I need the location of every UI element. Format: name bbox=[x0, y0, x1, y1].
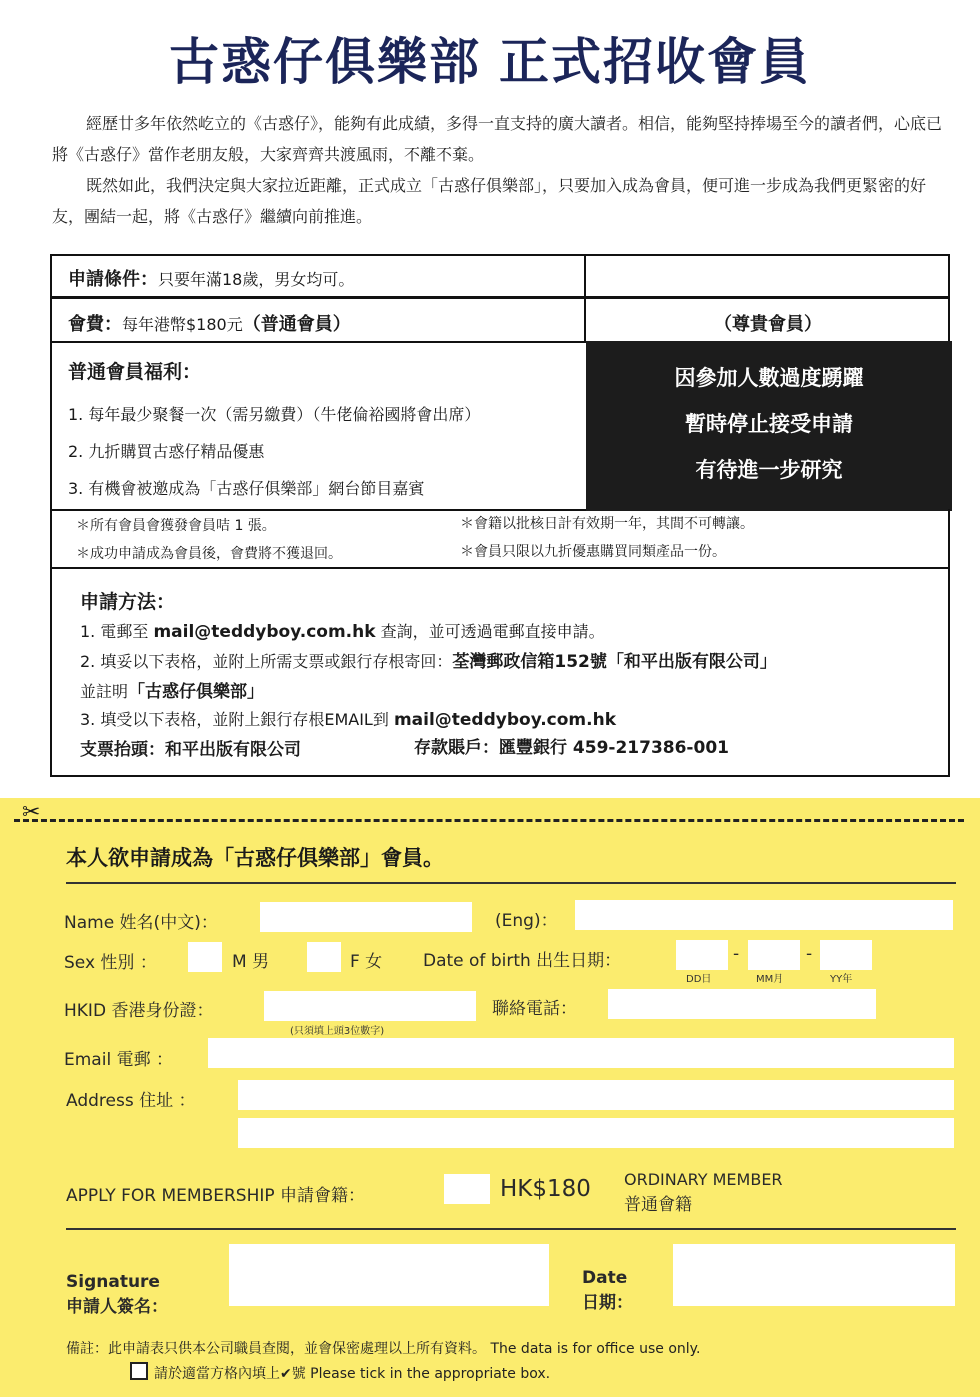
conditions-label: 申請條件： bbox=[68, 269, 158, 290]
hkid-label: HKID 香港身份證： bbox=[64, 1001, 214, 1021]
benefit-item: 3. 有機會被邀成為「古惑仔俱樂部」網台節目嘉賓 bbox=[68, 479, 425, 498]
sex-male-checkbox[interactable] bbox=[188, 942, 222, 972]
form-divider bbox=[66, 1228, 956, 1230]
dob-month-caption: MM月 bbox=[756, 974, 784, 985]
fee-label: 會費： bbox=[68, 314, 122, 335]
apply-method-2-note bbox=[80, 677, 264, 702]
fee-text: 每年港幣$180元 bbox=[122, 315, 243, 334]
benefit-item: 2. 九折購買古惑仔精品優惠 bbox=[68, 442, 265, 461]
date-label-zh: 日期： bbox=[582, 1293, 633, 1313]
title-club: 古惑仔俱樂部 bbox=[169, 33, 481, 91]
dob-day-caption: DD日 bbox=[686, 974, 712, 985]
note-item: ＊成功申請成為會員後，會費將不獲退回。 bbox=[76, 546, 342, 562]
dob-separator: - bbox=[806, 944, 813, 964]
apply-method-3 bbox=[80, 707, 616, 730]
method3-prefix: 3. 填受以下表格，並附上銀行存根EMAIL到 bbox=[80, 710, 394, 729]
premium-notice-line: 因參加人數過度踴躍 bbox=[674, 366, 864, 390]
note-item: ＊會籍以批核日計有效期一年，其間不可轉讓。 bbox=[460, 516, 754, 532]
form-heading: 本人欲申請成為「古惑仔俱樂部」會員。 bbox=[66, 846, 444, 870]
address-input-line-1[interactable] bbox=[238, 1080, 954, 1110]
method1-prefix: 1. 電郵至 bbox=[80, 622, 154, 641]
title-recruit: 正式招收會員 bbox=[499, 33, 811, 91]
dob-day-input[interactable] bbox=[676, 940, 728, 970]
name-chinese-input[interactable] bbox=[260, 902, 472, 932]
notes-row bbox=[50, 509, 950, 569]
membership-label: APPLY FOR MEMBERSHIP 申請會籍： bbox=[66, 1186, 366, 1206]
sex-label: Sex 性別 ： bbox=[64, 953, 157, 973]
method2-note-prefix: 並註明 bbox=[80, 682, 129, 701]
conditions-text: 只要年滿18歲，男女均可。 bbox=[158, 270, 355, 289]
email-label: Email 電郵 ： bbox=[64, 1050, 173, 1070]
tick-sample-box bbox=[130, 1362, 148, 1380]
benefits-list bbox=[68, 357, 480, 507]
intro-text bbox=[52, 108, 952, 232]
submit-email-link[interactable]: mail@teddyboy.com.hk bbox=[393, 710, 617, 730]
intro-paragraph-1: 經歷廿多年依然屹立的《古惑仔》，能夠有此成績，多得一直支持的廣大讀者。相信，能夠堅持捧場至今的讀者們，心底已將《古惑仔》當作老朋友般，大家齊齊共渡風雨，不離不棄。 bbox=[52, 114, 943, 164]
premium-notice-line: 有待進一步研究 bbox=[695, 458, 843, 482]
dob-separator: - bbox=[733, 944, 740, 964]
apply-heading: 申請方法： bbox=[80, 591, 176, 613]
dob-month-input[interactable] bbox=[748, 940, 800, 970]
method1-suffix: 查詢，並可透過電郵直接申請。 bbox=[375, 622, 605, 641]
cheque-payee: 支票抬頭：和平出版有限公司 bbox=[80, 740, 301, 760]
sex-male-label: M 男 bbox=[232, 952, 270, 972]
benefit-item: 1. 每年最少聚餐一次（需另繳費）（牛佬倫裕國將會出席） bbox=[68, 405, 481, 424]
contact-email-link[interactable]: mail@teddyboy.com.hk bbox=[153, 622, 376, 642]
hkid-note: (只須填上頭3位數字) bbox=[290, 1026, 385, 1037]
address-label: Address 住址 ： bbox=[66, 1091, 196, 1111]
signature-label-zh: 申請人簽名： bbox=[66, 1297, 168, 1317]
signature-label: Signature bbox=[66, 1272, 160, 1292]
date-label: Date bbox=[582, 1268, 628, 1288]
phone-input[interactable] bbox=[608, 989, 876, 1019]
apply-methods bbox=[50, 567, 950, 777]
form-divider bbox=[66, 882, 956, 884]
conditions-row bbox=[50, 254, 950, 298]
apply-method-1 bbox=[80, 619, 605, 642]
date-box[interactable] bbox=[673, 1244, 955, 1306]
eng-name-label: (Eng)： bbox=[495, 911, 558, 931]
cut-line bbox=[14, 819, 964, 822]
intro-paragraph-2: 既然如此，我們決定與大家拉近距離，正式成立「古惑仔俱樂部」，只要加入成為會員，便可進一步成為我們更緊密的好友，團結一起，將《古惑仔》繼續向前推進。 bbox=[52, 176, 927, 226]
mail-address: 荃灣郵政信箱152號「和平出版有限公司」 bbox=[452, 652, 777, 672]
club-name: 「古惑仔俱樂部」 bbox=[128, 682, 265, 702]
fee-premium: （尊貴會員） bbox=[714, 314, 822, 335]
address-input-line-2[interactable] bbox=[238, 1118, 954, 1148]
column-divider bbox=[584, 256, 586, 296]
phone-label: 聯絡電話： bbox=[492, 999, 577, 1019]
membership-checkbox[interactable] bbox=[444, 1174, 490, 1204]
premium-notice-line: 暫時停止接受申請 bbox=[685, 412, 853, 436]
bank-account: 存款賬戶：匯豐銀行 459-217386-001 bbox=[414, 738, 729, 758]
benefits-row bbox=[50, 341, 950, 511]
signature-box[interactable] bbox=[229, 1244, 549, 1306]
dob-year-caption: YY年 bbox=[830, 974, 853, 985]
membership-type-zh: 普通會籍 bbox=[624, 1195, 692, 1215]
email-input[interactable] bbox=[208, 1038, 954, 1068]
application-form bbox=[0, 798, 980, 1397]
note-item: ＊會員只限以九折優惠購買同類產品一份。 bbox=[460, 544, 726, 560]
scissors-icon: ✂ bbox=[22, 800, 41, 825]
membership-price: HK$180 bbox=[500, 1176, 591, 1202]
method2-prefix: 2. 填妥以下表格，並附上所需支票或銀行存根寄回： bbox=[80, 652, 453, 671]
dob-label: Date of birth 出生日期： bbox=[423, 951, 622, 971]
tick-instruction: 請於適當方格內填上✔號 Please tick in the appropriate box. bbox=[154, 1366, 551, 1382]
fee-ordinary: （普通會員） bbox=[242, 314, 351, 335]
note-item: ＊所有會員會獲發會員咭 1 張。 bbox=[76, 518, 276, 534]
sex-female-checkbox[interactable] bbox=[307, 942, 341, 972]
name-english-input[interactable] bbox=[575, 900, 953, 930]
apply-method-2 bbox=[80, 647, 777, 672]
name-label: Name 姓名(中文)： bbox=[64, 913, 218, 933]
membership-type-en: ORDINARY MEMBER bbox=[624, 1170, 783, 1189]
dob-year-input[interactable] bbox=[820, 940, 872, 970]
page-title bbox=[0, 22, 980, 94]
premium-notice-panel bbox=[586, 341, 952, 511]
sex-female-label: F 女 bbox=[350, 952, 383, 972]
fee-row bbox=[50, 297, 950, 343]
benefits-heading: 普通會員福利： bbox=[68, 361, 202, 383]
hkid-input[interactable] bbox=[264, 991, 476, 1021]
office-use-note: 備註：此申請表只供本公司職員查閱，並會保密處理以上所有資料。 The data is for office use only. bbox=[66, 1341, 701, 1357]
